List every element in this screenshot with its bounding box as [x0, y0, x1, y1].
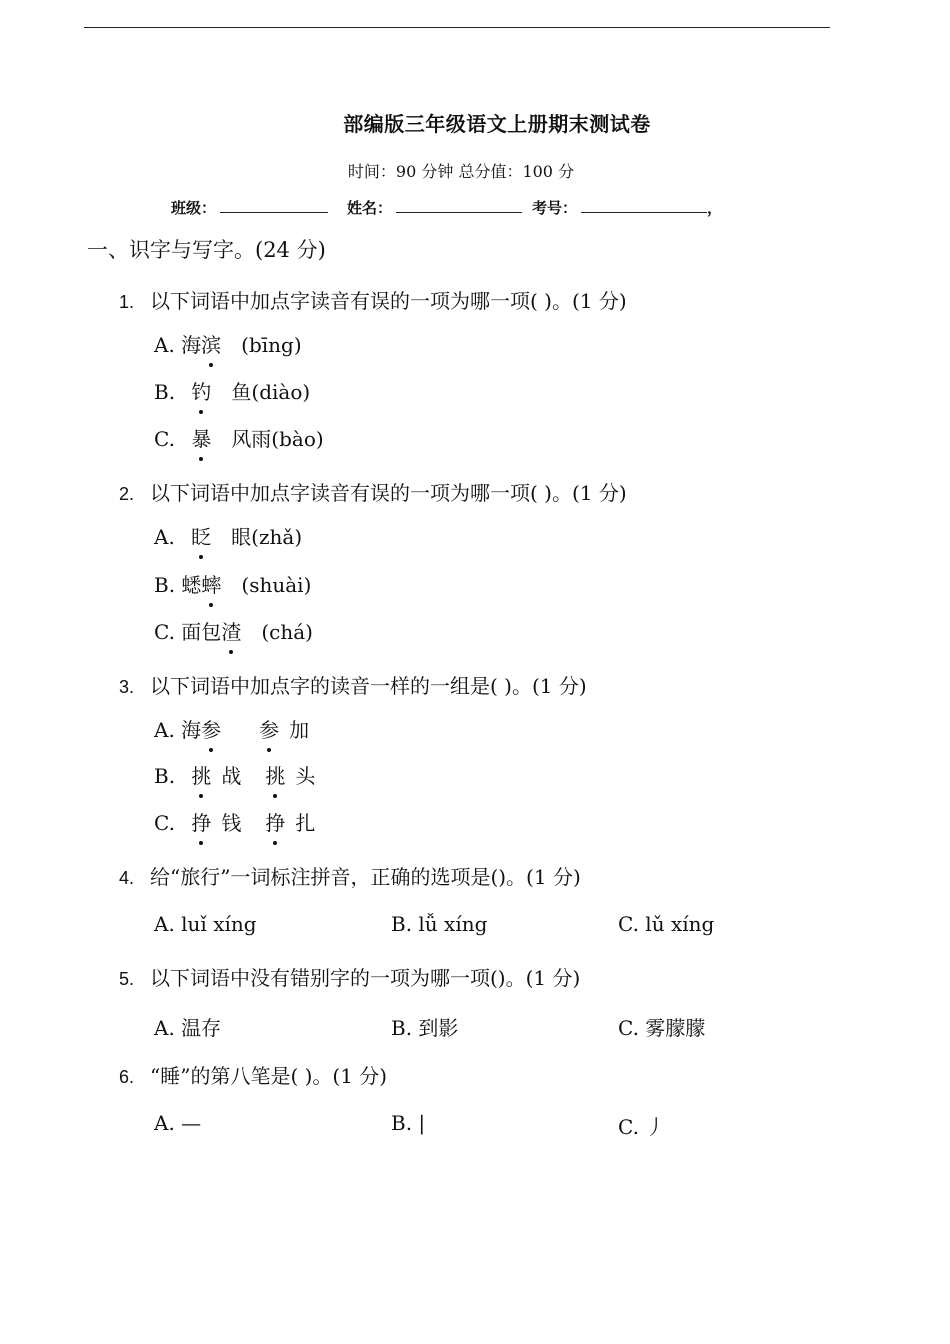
option-text: A. 海 [154, 333, 202, 357]
q3-option-a[interactable] [154, 714, 309, 743]
q1-option-b[interactable] [154, 376, 310, 405]
question-2 [119, 477, 627, 506]
question-3 [119, 670, 587, 699]
dotted-char: 挣 [191, 807, 211, 836]
dotted-char: 蟀 [201, 569, 221, 598]
option-text: A. [154, 525, 182, 549]
q5-option-a[interactable]: A. 温存 [154, 1016, 222, 1040]
option-text: 扎 [295, 811, 316, 835]
q2-option-c[interactable] [154, 616, 313, 645]
question-text: “睡”的第八笔是( )。(1 分) [150, 1064, 388, 1088]
dotted-char: 眨 [191, 521, 211, 550]
page-title: 部编版三年级语文上册期末测试卷 [343, 112, 651, 136]
q6-option-b[interactable]: B. | [391, 1111, 426, 1135]
q4-option-b[interactable]: B. lǚ xíng [391, 912, 488, 936]
option-text: 头 [295, 764, 316, 788]
question-text: 给“旅行”一词标注拼音，正确的选项是()。(1 分) [150, 865, 581, 889]
option-text: (chá) [261, 620, 313, 644]
q1-option-a[interactable] [154, 329, 302, 358]
question-1 [119, 285, 627, 314]
q3-option-b[interactable] [154, 760, 315, 789]
q1-option-c[interactable] [154, 423, 324, 452]
option-text: 风雨(bào) [231, 427, 324, 451]
question-6 [119, 1060, 387, 1089]
dotted-char: 参 [259, 714, 279, 743]
q6-option-c[interactable]: C. 丿 [618, 1115, 666, 1139]
dotted-char: 挑 [265, 760, 285, 789]
option-text: 战 [221, 764, 242, 788]
q2-option-b[interactable] [154, 569, 311, 598]
dotted-char: 挑 [191, 760, 211, 789]
exam-time-score: 时间：90 分钟 总分值：100 分 [347, 162, 575, 181]
option-text: A. 海 [154, 718, 202, 742]
option-text: 眼(zhǎ) [231, 525, 303, 549]
id-field [532, 197, 722, 218]
dotted-char: 暴 [191, 423, 211, 452]
option-text: C. [154, 811, 182, 835]
q5-option-b[interactable]: B. 到影 [391, 1016, 459, 1040]
section-title: 一、识字与写字。(24 分) [87, 238, 326, 262]
option-text: (shuài) [241, 573, 312, 597]
class-field [171, 197, 328, 218]
name-blank[interactable] [396, 198, 522, 213]
option-text: 钱 [221, 811, 242, 835]
question-number: 5. [119, 969, 135, 989]
option-text: B. [154, 380, 182, 404]
header-rule [84, 27, 830, 28]
q2-option-a[interactable] [154, 521, 302, 550]
option-text: B. [154, 764, 182, 788]
q3-option-c[interactable] [154, 807, 315, 836]
dotted-char: 渣 [221, 616, 241, 645]
question-number: 2. [119, 484, 135, 504]
option-text: 鱼(diào) [231, 380, 311, 404]
q6-option-a[interactable]: A. — [154, 1111, 202, 1135]
question-text: 以下词语中加点字读音有误的一项为哪一项( )。(1 分) [150, 289, 627, 313]
dotted-char: 滨 [201, 329, 221, 358]
class-blank[interactable] [220, 198, 328, 213]
question-number: 1. [119, 292, 135, 312]
option-text: (bīng) [241, 333, 302, 357]
id-blank[interactable] [581, 198, 707, 213]
option-text: C. 面包 [154, 620, 222, 644]
class-label: 班级： [171, 199, 217, 217]
q4-option-a[interactable]: A. luǐ xíng [154, 912, 257, 936]
question-4 [119, 861, 581, 890]
question-text: 以下词语中加点字读音有误的一项为哪一项( )。(1 分) [150, 481, 627, 505]
end-mark: ， [707, 199, 723, 217]
option-text: B. 蟋 [154, 573, 202, 597]
name-field [347, 197, 522, 218]
question-text: 以下词语中没有错别字的一项为哪一项()。(1 分) [150, 966, 581, 990]
dotted-char: 挣 [265, 807, 285, 836]
name-label: 姓名： [347, 199, 393, 217]
question-text: 以下词语中加点字的读音一样的一组是( )。(1 分) [150, 674, 587, 698]
option-text: 加 [289, 718, 310, 742]
q5-option-c[interactable]: C. 雾朦朦 [618, 1016, 706, 1040]
question-number: 4. [119, 868, 135, 888]
dotted-char: 钓 [191, 376, 211, 405]
option-text: C. [154, 427, 182, 451]
id-label: 考号： [532, 199, 578, 217]
dotted-char: 参 [201, 714, 221, 743]
question-number: 3. [119, 677, 135, 697]
question-number: 6. [119, 1067, 135, 1087]
q4-option-c[interactable]: C. lǔ xíng [618, 912, 715, 936]
question-5 [119, 962, 580, 991]
